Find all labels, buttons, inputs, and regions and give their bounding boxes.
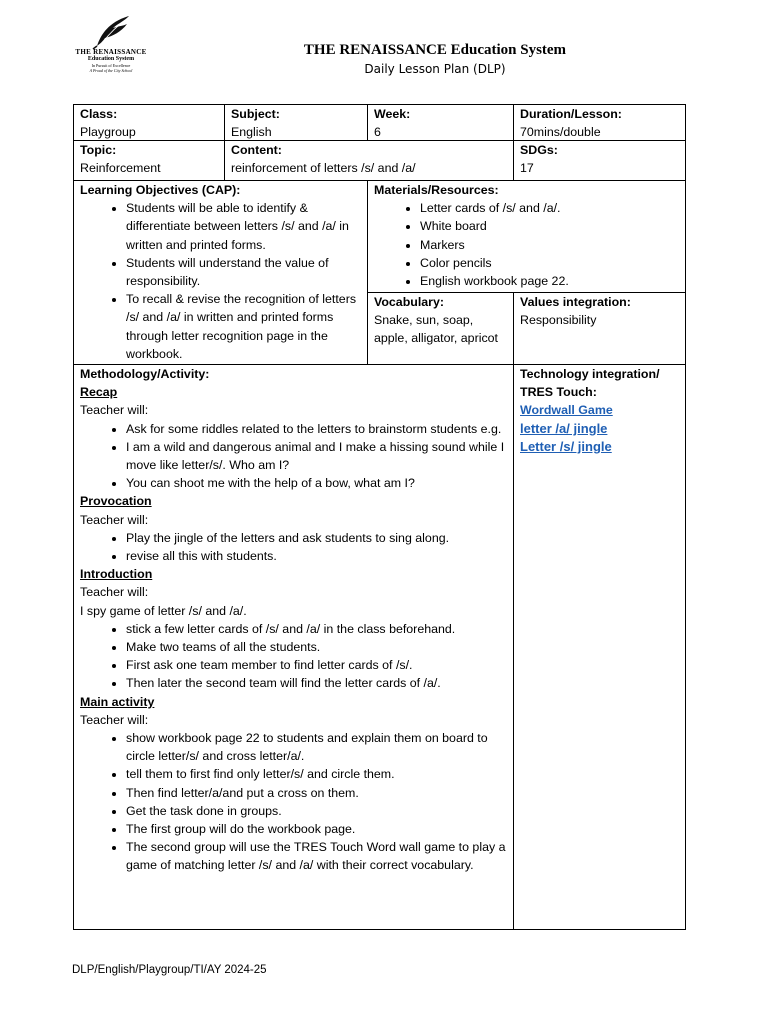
technology-cell — [513, 364, 686, 930]
materials-list — [374, 199, 679, 290]
introduction-lead: Teacher will: — [80, 585, 149, 600]
methodology-label: Methodology/Activity: — [80, 367, 210, 381]
technology-label: Technology integration/ TRES Touch: — [520, 367, 660, 400]
main-activity-item: • Then find letter/a/and put a cross on them. — [126, 784, 507, 802]
recap-item: • Ask for some riddles related to the letters to brainstorm students e.g. — [126, 420, 507, 438]
class-cell — [73, 104, 225, 141]
letter-s-jingle-link[interactable]: Letter /s/ jingle — [520, 438, 612, 454]
values-text: Responsibility — [520, 313, 597, 328]
provocation-lead: Teacher will: — [80, 512, 149, 527]
main-activity-item: • Get the task done in groups. — [126, 802, 507, 820]
sdgs-value: 17 — [520, 161, 534, 176]
page-title: THE RENAISSANCE Education System — [303, 42, 567, 58]
letter-a-jingle-link[interactable]: letter /a/ jingle — [520, 420, 608, 436]
main-activity-item: • show workbook page 22 to students and explain them on board to circle letter/s/ and cross letter/a/. — [126, 729, 507, 765]
document-footer: DLP/English/Playgroup/TI/AY 2024-25 — [72, 964, 267, 976]
school-logo — [74, 12, 148, 82]
content-value: reinforcement of letters /s/ and /a/ — [231, 161, 416, 176]
duration-cell — [513, 104, 686, 141]
materials-cell — [367, 180, 686, 293]
main-activity-heading: Main activity — [80, 694, 155, 709]
sdgs-label: SDGs: — [520, 143, 558, 157]
logo-tagline: In Pursuit of Excellence — [91, 63, 131, 68]
material-item: • White board — [420, 217, 679, 235]
introduction-item: • stick a few letter cards of /s/ and /a/ in the class beforehand. — [126, 620, 507, 638]
recap-item: • I am a wild and dangerous animal and I make a hissing sound while I move like letter/s/. Who am I? — [126, 438, 507, 474]
provocation-heading: Provocation — [80, 494, 152, 509]
provocation-item: • Play the jingle of the letters and ask students to sing along. — [126, 529, 507, 547]
introduction-item: • Then later the second team will find the letter cards of /a/. — [126, 674, 507, 692]
topic-cell — [73, 140, 225, 181]
objective-item: • To recall & revise the recognition of letters /s/ and /a/ in written and printed forms through letter recognition page in the workbook. — [126, 290, 361, 363]
introduction-item: • Make two teams of all the students. — [126, 638, 507, 656]
main-activity-item: • The first group will do the workbook page. — [126, 820, 507, 838]
recap-list — [80, 420, 507, 493]
vocabulary-cell — [367, 292, 514, 365]
material-item: • Markers — [420, 236, 679, 254]
recap-heading: Recap — [80, 385, 118, 400]
content-label: Content: — [231, 143, 282, 157]
objectives-cell — [73, 180, 368, 365]
recap-lead: Teacher will: — [80, 403, 149, 418]
duration-value: 70mins/double — [520, 125, 601, 140]
introduction-list — [80, 620, 507, 693]
provocation-item: • revise all this with students. — [126, 547, 507, 565]
content-cell — [224, 140, 514, 181]
introduction-heading: Introduction — [80, 567, 153, 582]
quill-feather-icon — [83, 12, 139, 50]
vocabulary-text: Snake, sun, soap, apple, alligator, apricot — [374, 313, 498, 346]
topic-label: Topic: — [80, 143, 117, 157]
introduction-lead-2: I spy game of letter /s/ and /a/. — [80, 603, 247, 618]
materials-label: Materials/Resources: — [374, 183, 499, 197]
week-label: Week: — [374, 107, 411, 121]
main-activity-lead: Teacher will: — [80, 712, 149, 727]
logo-line-1: THE RENAISSANCE — [75, 48, 147, 56]
vocabulary-label: Vocabulary: — [374, 295, 445, 309]
page-subtitle: Daily Lesson Plan (DLP) — [364, 62, 506, 76]
objective-item: • Students will be able to identify & differentiate between letters /s/ and /a/ in written and printed forms. — [126, 199, 361, 254]
material-item: • English workbook page 22. — [420, 272, 679, 290]
wordwall-game-link[interactable]: Wordwall Game — [520, 403, 613, 418]
objective-item: • Students will understand the value of responsibility. — [126, 254, 361, 290]
subject-value: English — [231, 125, 272, 140]
topic-value: Reinforcement — [80, 161, 161, 176]
subject-label: Subject: — [231, 107, 280, 121]
logo-subtagline: A Proud of the City School — [89, 68, 133, 73]
objectives-label: Learning Objectives (CAP): — [80, 183, 241, 197]
introduction-item: • First ask one team member to find letter cards of /s/. — [126, 656, 507, 674]
main-activity-item: • The second group will use the TRES Touch Word wall game to play a game of matching letter /s/ and /a/ with their correct vocabulary. — [126, 838, 507, 874]
duration-label: Duration/Lesson: — [520, 107, 622, 121]
values-label: Values integration: — [520, 295, 631, 309]
material-item: • Letter cards of /s/ and /a/. — [420, 199, 679, 217]
week-value: 6 — [374, 125, 381, 140]
methodology-cell — [73, 364, 514, 930]
week-cell — [367, 104, 514, 141]
main-activity-item: • tell them to first find only letter/s/ and circle them. — [126, 765, 507, 783]
class-label: Class: — [80, 107, 118, 121]
recap-item: • You can shoot me with the help of a bow, what am I? — [126, 474, 507, 492]
subject-cell — [224, 104, 368, 141]
class-value: Playgroup — [80, 125, 136, 140]
sdgs-cell — [513, 140, 686, 181]
main-activity-list — [80, 729, 507, 875]
material-item: • Color pencils — [420, 254, 679, 272]
values-cell — [513, 292, 686, 365]
logo-line-2: Education System — [87, 56, 135, 62]
objectives-list — [80, 199, 361, 363]
provocation-list — [80, 529, 507, 565]
